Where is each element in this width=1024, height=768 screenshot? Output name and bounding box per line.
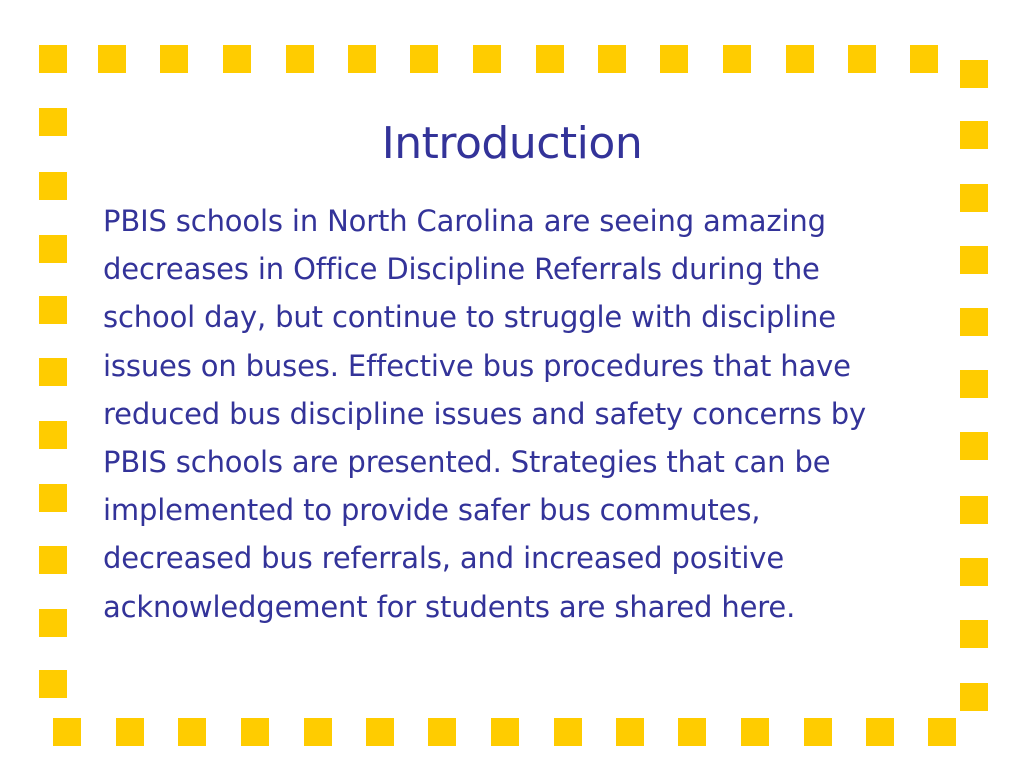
border-square xyxy=(741,718,769,746)
border-square xyxy=(39,421,67,449)
border-square xyxy=(678,718,706,746)
border-square xyxy=(366,718,394,746)
border-square xyxy=(491,718,519,746)
border-square xyxy=(428,718,456,746)
border-square xyxy=(616,718,644,746)
border-square xyxy=(960,496,988,524)
border-square xyxy=(786,45,814,73)
border-square xyxy=(910,45,938,73)
border-square xyxy=(39,484,67,512)
border-square xyxy=(160,45,188,73)
border-square xyxy=(348,45,376,73)
border-square xyxy=(116,718,144,746)
border-square xyxy=(928,718,956,746)
border-square xyxy=(554,718,582,746)
border-square xyxy=(286,45,314,73)
border-square xyxy=(39,358,67,386)
border-square xyxy=(223,45,251,73)
border-square xyxy=(39,235,67,263)
border-square xyxy=(39,172,67,200)
border-square xyxy=(723,45,751,73)
border-square xyxy=(804,718,832,746)
border-square xyxy=(960,620,988,648)
border-square xyxy=(39,296,67,324)
border-square xyxy=(866,718,894,746)
border-square xyxy=(98,45,126,73)
border-square xyxy=(39,670,67,698)
border-square xyxy=(848,45,876,73)
border-square xyxy=(660,45,688,73)
border-square xyxy=(39,45,67,73)
border-square xyxy=(960,308,988,336)
border-square xyxy=(410,45,438,73)
border-square xyxy=(39,546,67,574)
border-square xyxy=(960,60,988,88)
border-square xyxy=(960,246,988,274)
border-square xyxy=(960,683,988,711)
border-square xyxy=(304,718,332,746)
border-square xyxy=(473,45,501,73)
border-square xyxy=(536,45,564,73)
border-square xyxy=(960,432,988,460)
slide-title: Introduction xyxy=(381,118,643,169)
border-square xyxy=(960,184,988,212)
border-square xyxy=(39,609,67,637)
border-square xyxy=(960,558,988,586)
border-square xyxy=(53,718,81,746)
border-square xyxy=(241,718,269,746)
border-square xyxy=(598,45,626,73)
border-square xyxy=(960,370,988,398)
border-square xyxy=(178,718,206,746)
slide-body-text: PBIS schools in North Carolina are seeing amazing decreases in Office Discipline Referrals during the school day, but continue to struggle with discipline issues on buses. Effective bus procedures that have reduced bus discipline issues and safety concerns by PBIS schools are presented. Strategies that can be implemented to provide safer bus commutes, decreased bus referrals, and increased positive acknowledgement for students are shared here. xyxy=(103,204,867,624)
